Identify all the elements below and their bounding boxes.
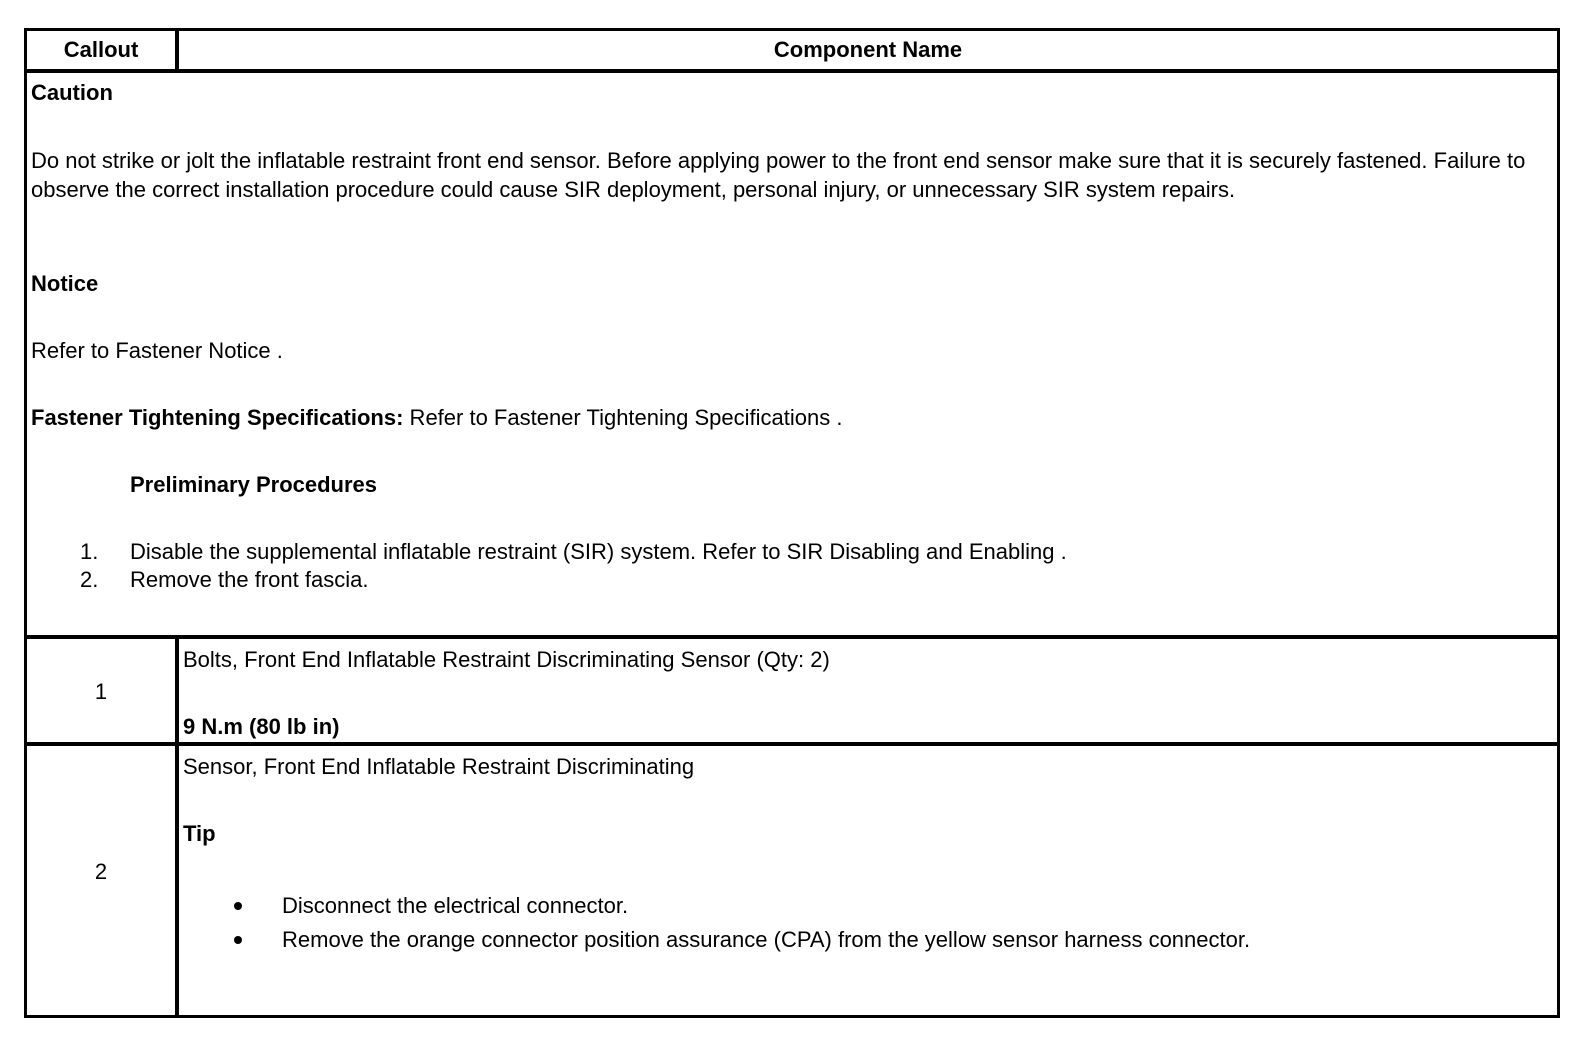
fastener-spec-label: Fastener Tightening Specifications:: [31, 405, 404, 430]
bullet-icon: [234, 936, 242, 944]
callout-number: 2: [94, 859, 108, 884]
tip-item: Remove the orange connector position assurance (CPA) from the yellow sensor harness connector.: [282, 927, 1251, 952]
header-callout: Callout: [63, 37, 139, 62]
step-number: 1.: [80, 539, 99, 564]
row-divider: [175, 635, 179, 1015]
torque-spec: 9 N.m (80 lb in): [183, 714, 340, 739]
row-rule: [27, 742, 1557, 746]
preliminary-heading: Preliminary Procedures: [130, 472, 378, 497]
step-text: Disable the supplemental inflatable restraint (SIR) system. Refer to SIR Disabling and Enabling .: [130, 539, 1067, 564]
step-text: Remove the front fascia.: [130, 567, 369, 592]
tip-item: Disconnect the electrical connector.: [282, 893, 629, 918]
caution-heading: Caution: [31, 80, 113, 105]
callout-number: 1: [94, 679, 108, 704]
procedure-table: [24, 28, 1560, 1018]
step-number: 2.: [80, 567, 99, 592]
fastener-spec-text: Refer to Fastener Tightening Specifications .: [403, 405, 843, 430]
notice-heading: Notice: [31, 271, 99, 296]
fastener-spec: [31, 403, 842, 432]
caution-text: Do not strike or jolt the inflatable restraint front end sensor. Before applying power to the front end sensor make sure that it is securely fastened. Failure to observe the correct installation procedure could cause SIR deployment, personal injury, or unnecessary SIR system repairs.: [31, 148, 1526, 202]
header-component-name: Component Name: [773, 37, 963, 62]
component-name: Bolts, Front End Inflatable Restraint Discriminating Sensor (Qty: 2): [183, 647, 830, 672]
bullet-icon: [234, 902, 242, 910]
component-name: Sensor, Front End Inflatable Restraint Discriminating: [183, 754, 695, 779]
intro-rule: [27, 635, 1557, 639]
header-rule: [27, 69, 1557, 73]
notice-text: Refer to Fastener Notice .: [31, 338, 283, 363]
tip-heading: Tip: [183, 821, 216, 846]
